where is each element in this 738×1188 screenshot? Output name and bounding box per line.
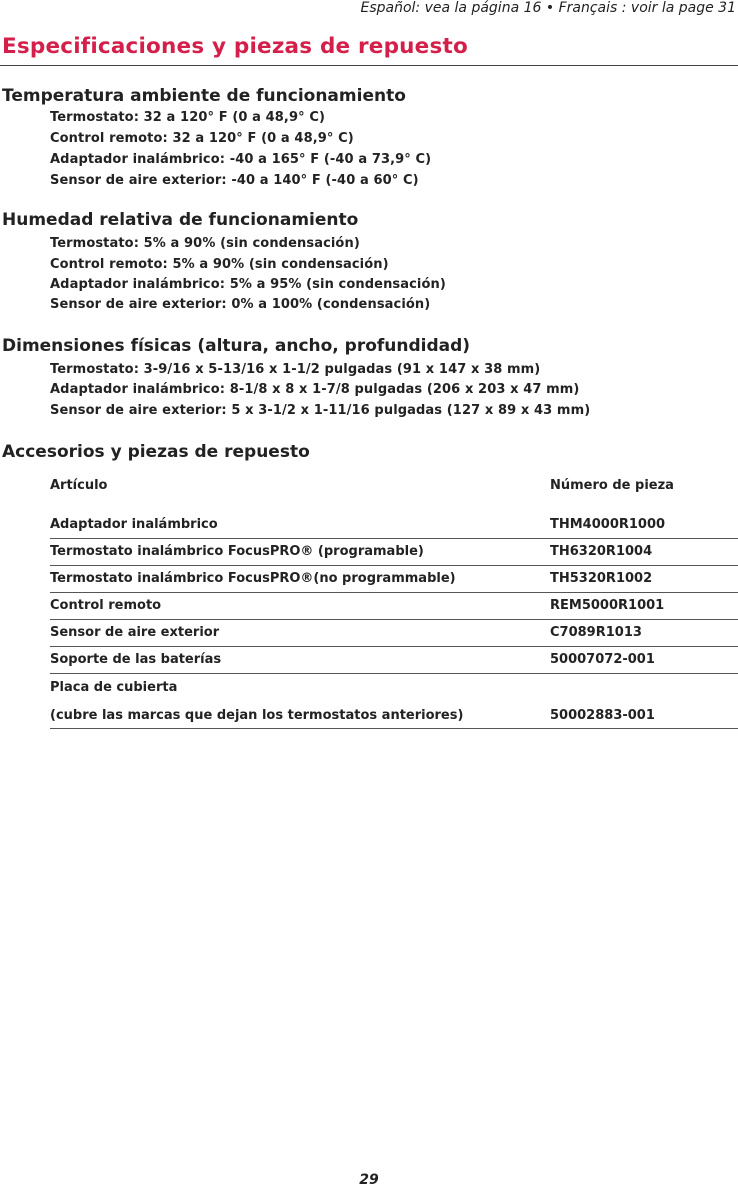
language-links: Español: vea la página 16 • Français : voir la page 31 [360, 0, 736, 16]
spec-line: Termostato: 3-9/16 x 5-13/16 x 1-1/2 pulgadas (91 x 147 x 38 mm) [50, 362, 541, 377]
table-row [50, 512, 738, 539]
table-row [50, 593, 738, 620]
part-name: Soporte de las baterías [50, 652, 222, 667]
page-title: Especificaciones y piezas de repuesto [2, 34, 468, 59]
page-number: 29 [359, 1172, 379, 1188]
column-header-item: Artículo [50, 478, 108, 493]
part-number: REM5000R1001 [550, 598, 665, 613]
column-header-part-number: Número de pieza [550, 478, 674, 493]
section-heading-temperature: Temperatura ambiente de funcionamiento [2, 86, 406, 106]
spec-line: Adaptador inalámbrico: 5% a 95% (sin condensación) [50, 277, 446, 292]
part-name: Control remoto [50, 598, 162, 613]
part-number: TH6320R1004 [550, 544, 653, 559]
title-divider [0, 65, 738, 66]
spec-line: Adaptador inalámbrico: -40 a 165° F (-40 a 73,9° C) [50, 152, 432, 167]
part-number: THM4000R1000 [550, 517, 666, 532]
section-heading-dimensions: Dimensiones físicas (altura, ancho, profundidad) [2, 336, 471, 356]
spec-line: Sensor de aire exterior: 0% a 100% (condensación) [50, 297, 431, 312]
spec-line: Sensor de aire exterior: -40 a 140° F (-40 a 60° C) [50, 173, 419, 188]
table-row [50, 620, 738, 647]
part-name: Placa de cubierta [50, 680, 178, 695]
part-name-note: (cubre las marcas que dejan los termostatos anteriores) [50, 708, 464, 723]
table-row [50, 566, 738, 593]
spec-line: Control remoto: 32 a 120° F (0 a 48,9° C) [50, 131, 354, 146]
table-row [50, 539, 738, 566]
spec-line: Termostato: 32 a 120° F (0 a 48,9° C) [50, 110, 326, 125]
table-row [50, 676, 738, 729]
part-number: TH5320R1002 [550, 571, 653, 586]
part-name: Sensor de aire exterior [50, 625, 220, 640]
part-number: C7089R1013 [550, 625, 642, 640]
section-heading-accessories: Accesorios y piezas de repuesto [2, 442, 310, 462]
spec-line: Termostato: 5% a 90% (sin condensación) [50, 236, 360, 251]
section-heading-humidity: Humedad relativa de funcionamiento [2, 210, 359, 230]
spec-line: Adaptador inalámbrico: 8-1/8 x 8 x 1-7/8 pulgadas (206 x 203 x 47 mm) [50, 382, 580, 397]
part-name: Adaptador inalámbrico [50, 517, 218, 532]
part-name: Termostato inalámbrico FocusPRO®(no programmable) [50, 571, 456, 586]
part-name: Termostato inalámbrico FocusPRO® (programable) [50, 544, 424, 559]
part-number: 50007072-001 [550, 652, 655, 667]
part-number: 50002883-001 [550, 708, 655, 723]
table-row [50, 647, 738, 674]
spec-line: Sensor de aire exterior: 5 x 3-1/2 x 1-11/16 pulgadas (127 x 89 x 43 mm) [50, 403, 591, 418]
spec-line: Control remoto: 5% a 90% (sin condensación) [50, 257, 389, 272]
